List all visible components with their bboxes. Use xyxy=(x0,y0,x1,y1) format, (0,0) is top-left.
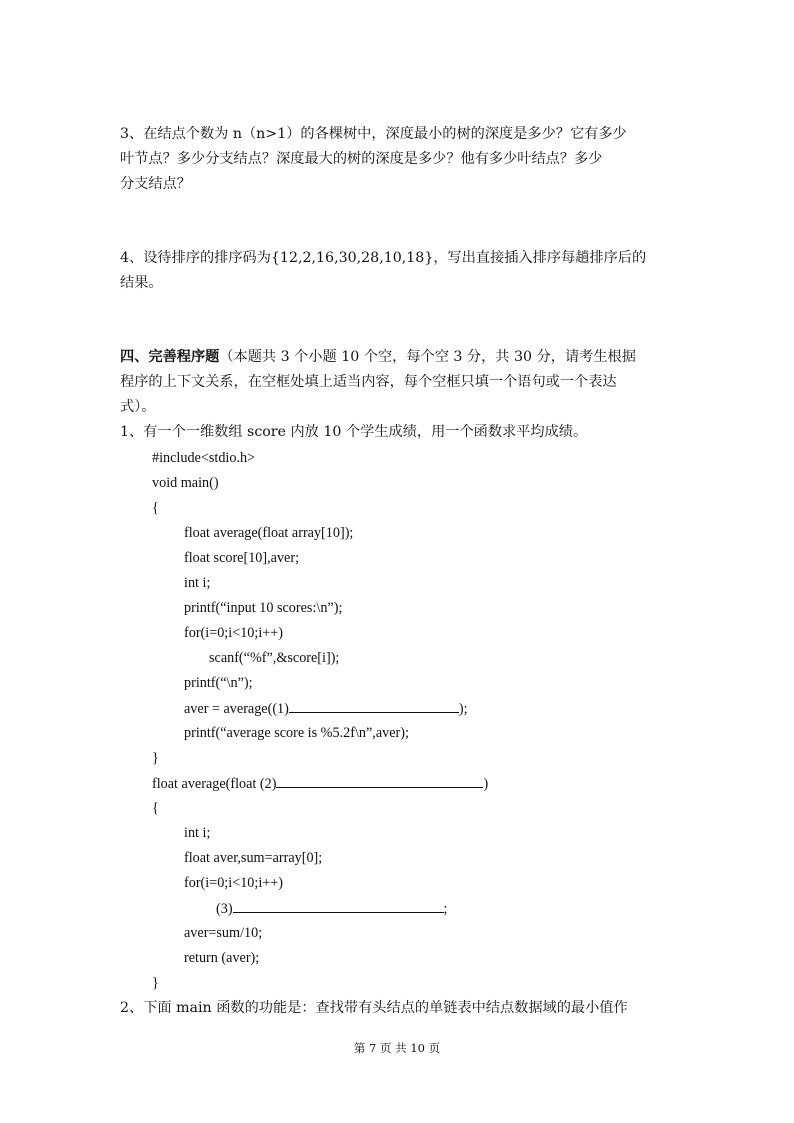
blank-1-suffix: ); xyxy=(458,701,468,717)
section4-heading xyxy=(120,347,636,367)
code-line: scanf(“%f”,&score[i]); xyxy=(209,650,340,666)
code-line: void main() xyxy=(152,475,219,491)
section4-desc-1: （本题共 3 个小题 10 个空，每个空 3 分，共 30 分，请考生根据 xyxy=(219,349,636,365)
code-line: { xyxy=(152,500,159,516)
blank-2-field[interactable] xyxy=(276,773,483,788)
blank-2-prefix: float average(float (2) xyxy=(152,776,277,792)
code-line: printf(“average score is %5.2f\n”,aver); xyxy=(184,725,409,741)
code-line: printf(“\n”); xyxy=(184,675,253,691)
q4-line-1: 4、设待排序的排序码为{12,2,16,30,28,10,18}，写出直接插入排序每趟排序后的 xyxy=(120,250,647,266)
section4-desc-2: 程序的上下文关系，在空框处填上适当内容，每个空框只填一个语句或一个表达 xyxy=(120,374,617,390)
code-line: float score[10],aver; xyxy=(184,550,300,566)
blank-3-field[interactable] xyxy=(233,898,444,913)
code-line: float aver,sum=array[0]; xyxy=(184,850,323,866)
blank-1-prefix: aver = average((1) xyxy=(184,701,289,717)
code-line: return (aver); xyxy=(184,950,260,966)
blank-1-field[interactable] xyxy=(289,698,459,713)
code-line: int i; xyxy=(184,825,211,841)
code-line: for(i=0;i<10;i++) xyxy=(184,625,283,641)
code-line-blank-2 xyxy=(152,773,488,794)
code-line: #include<stdio.h> xyxy=(152,450,256,466)
code-line-blank-1 xyxy=(184,698,468,719)
q4-line-2: 结果。 xyxy=(120,275,163,291)
q3-line-1: 3、在结点个数为 n（n>1）的各棵树中，深度最小的树的深度是多少？它有多少 xyxy=(120,126,627,142)
section4-title: 四、完善程序题 xyxy=(120,349,220,365)
code-line: for(i=0;i<10;i++) xyxy=(184,875,283,891)
blank-3-suffix: ; xyxy=(443,901,448,917)
code-line: float average(float array[10]); xyxy=(184,525,354,541)
blank-3-prefix: (3) xyxy=(216,901,233,917)
page-number: 第 7 页 共 10 页 xyxy=(353,1041,441,1055)
blank-2-suffix: ) xyxy=(483,776,489,792)
code-line-blank-3 xyxy=(216,898,448,919)
section4-desc-3: 式）。 xyxy=(120,399,156,415)
code-line: aver=sum/10; xyxy=(184,925,263,941)
p2-prompt: 2、下面 main 函数的功能是：查找带有头结点的单链表中结点数据域的最小值作 xyxy=(120,1000,628,1016)
code-line: printf(“input 10 scores:\n”); xyxy=(184,600,343,616)
code-line: } xyxy=(152,750,159,766)
p1-prompt: 1、有一个一维数组 score 内放 10 个学生成绩，用一个函数求平均成绩。 xyxy=(120,424,588,440)
q3-line-2: 叶节点？多少分支结点？深度最大的树的深度是多少？他有多少叶结点？多少 xyxy=(120,151,603,167)
code-line: } xyxy=(152,975,159,991)
code-line: { xyxy=(152,800,159,816)
code-line: int i; xyxy=(184,575,211,591)
q3-line-3: 分支结点？ xyxy=(120,176,191,192)
